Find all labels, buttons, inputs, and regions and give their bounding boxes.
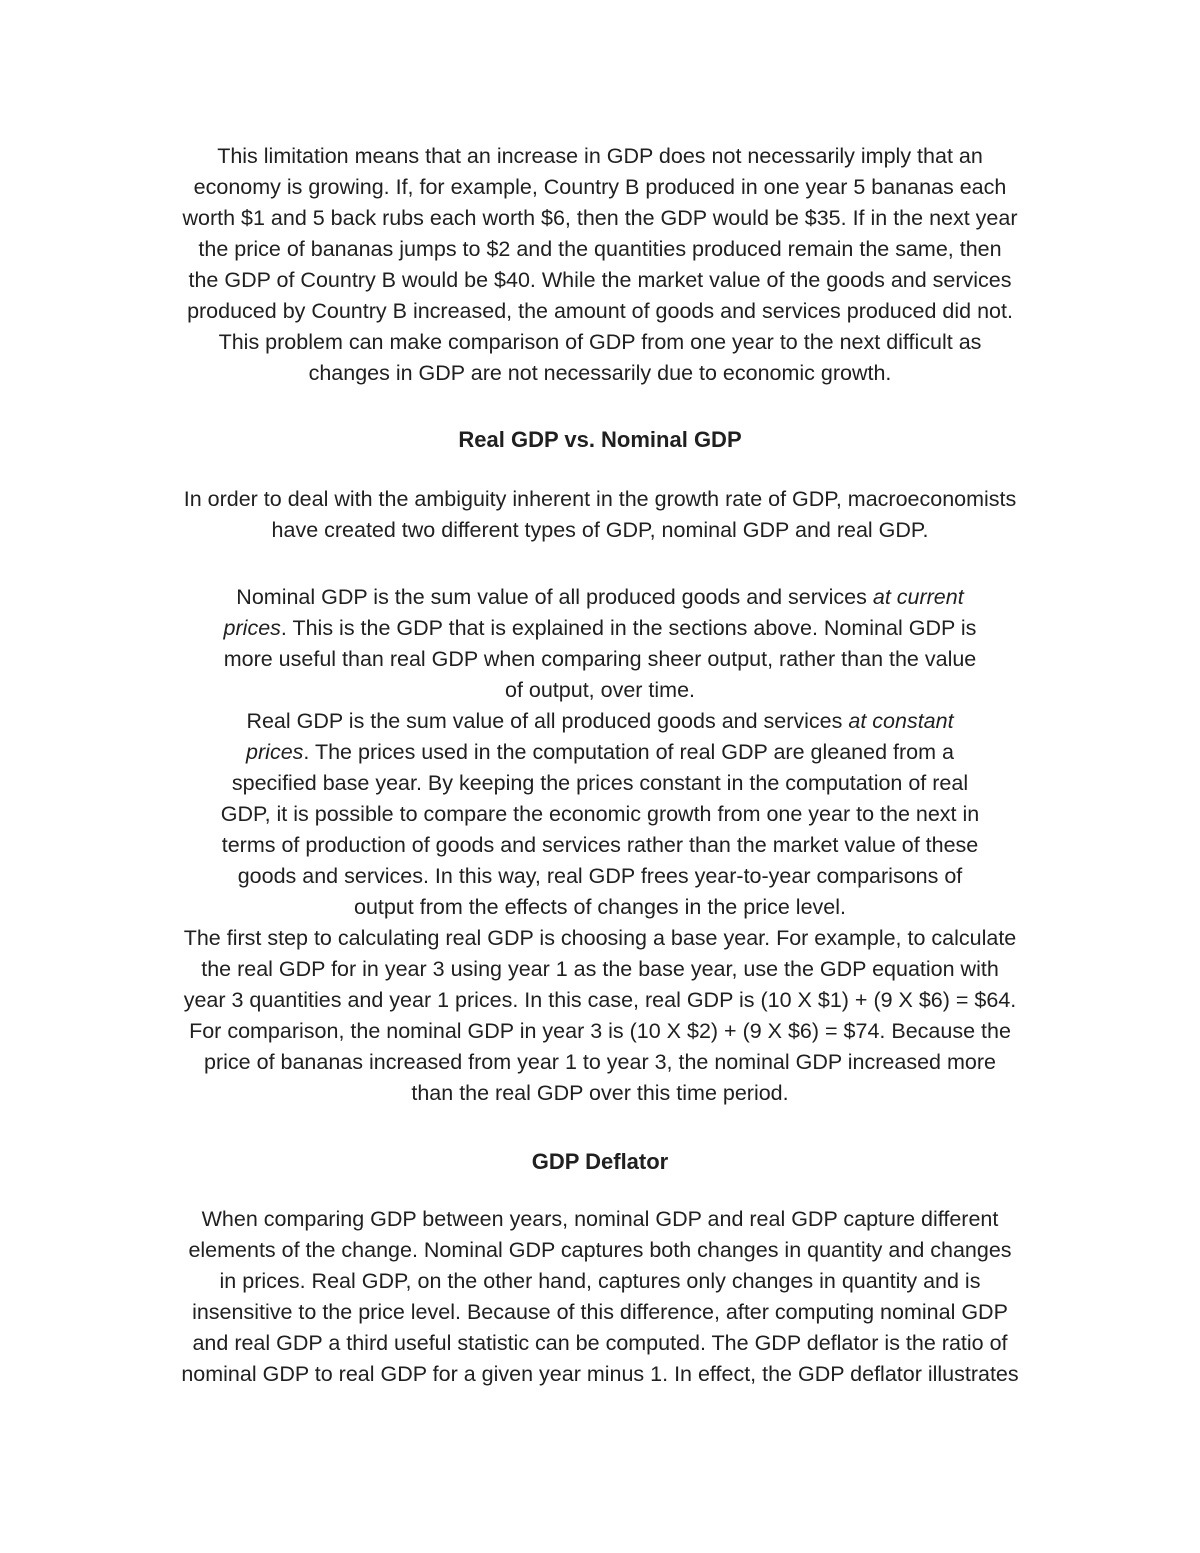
nominal-line-2	[0, 613, 1200, 644]
nominal-italic-prices: prices	[223, 616, 281, 640]
paragraph-line: In order to deal with the ambiguity inherent in the growth rate of GDP, macroeconomists	[183, 487, 1017, 511]
paragraph-line: have created two different types of GDP, nominal GDP and real GDP.	[271, 518, 929, 542]
deflator-line: nominal GDP to real GDP for a given year minus 1. In effect, the GDP deflator illustrates	[181, 1362, 1019, 1386]
deflator-line: insensitive to the price level. Because of this difference, after computing nominal GDP	[192, 1300, 1008, 1324]
intro-line: This limitation means that an increase in GDP does not necessarily imply that an	[217, 144, 983, 168]
deflator-line: When comparing GDP between years, nominal GDP and real GDP capture different	[201, 1207, 999, 1231]
calc-line: price of bananas increased from year 1 to year 3, the nominal GDP increased more	[204, 1050, 996, 1074]
deflator-line: and real GDP a third useful statistic can be computed. The GDP deflator is the ratio of	[192, 1331, 1008, 1355]
nominal-line-1	[0, 582, 1200, 613]
intro-line: economy is growing. If, for example, Country B produced in one year 5 bananas each	[193, 175, 1007, 199]
section-heading-real-vs-nominal: Real GDP vs. Nominal GDP	[458, 427, 742, 452]
calc-line: year 3 quantities and year 1 prices. In this case, real GDP is (10 X $1) + (9 X $6) = $64.	[183, 988, 1017, 1012]
intro-line: worth $1 and 5 back rubs each worth $6, then the GDP would be $35. If in the next year	[182, 206, 1018, 230]
deflator-line: elements of the change. Nominal GDP captures both changes in quantity and changes	[188, 1238, 1012, 1262]
real-line-1	[0, 706, 1200, 737]
nominal-line-4: of output, over time.	[504, 678, 695, 702]
section-heading-gdp-deflator: GDP Deflator	[531, 1149, 669, 1174]
nominal-italic-phrase: at current	[872, 585, 964, 609]
deflator-line: in prices. Real GDP, on the other hand, captures only changes in quantity and is	[219, 1269, 981, 1293]
real-italic-phrase: at constant	[848, 709, 954, 733]
real-text: Real GDP is the sum value of all produced goods and services	[246, 709, 849, 733]
real-line: terms of production of goods and services rather than the market value of these	[221, 833, 979, 857]
intro-line: produced by Country B increased, the amount of goods and services produced did not.	[187, 299, 1013, 323]
intro-line: the GDP of Country B would be $40. While the market value of the goods and services	[188, 268, 1012, 292]
real-line: specified base year. By keeping the prices constant in the computation of real	[231, 771, 969, 795]
nominal-text: Nominal GDP is the sum value of all produced goods and services	[236, 585, 873, 609]
nominal-text: . This is the GDP that is explained in the sections above. Nominal GDP is	[280, 616, 977, 640]
intro-line: changes in GDP are not necessarily due to economic growth.	[308, 361, 892, 385]
real-line-2	[0, 737, 1200, 768]
real-italic-prices: prices	[246, 740, 304, 764]
calc-line: the real GDP for in year 3 using year 1 as the base year, use the GDP equation with	[201, 957, 999, 981]
real-text: . The prices used in the computation of real GDP are gleaned from a	[303, 740, 954, 764]
real-line: output from the effects of changes in the price level.	[353, 895, 846, 919]
nominal-line-3: more useful than real GDP when comparing sheer output, rather than the value	[223, 647, 977, 671]
intro-line: This problem can make comparison of GDP from one year to the next difficult as	[218, 330, 982, 354]
real-line: goods and services. In this way, real GDP frees year-to-year comparisons of	[237, 864, 963, 888]
calc-line: For comparison, the nominal GDP in year 3 is (10 X $2) + (9 X $6) = $74. Because the	[189, 1019, 1011, 1043]
calc-line: than the real GDP over this time period.	[411, 1081, 789, 1105]
intro-line: the price of bananas jumps to $2 and the quantities produced remain the same, then	[198, 237, 1002, 261]
real-line: GDP, it is possible to compare the economic growth from one year to the next in	[220, 802, 980, 826]
calc-line: The first step to calculating real GDP is choosing a base year. For example, to calculate	[183, 926, 1017, 950]
